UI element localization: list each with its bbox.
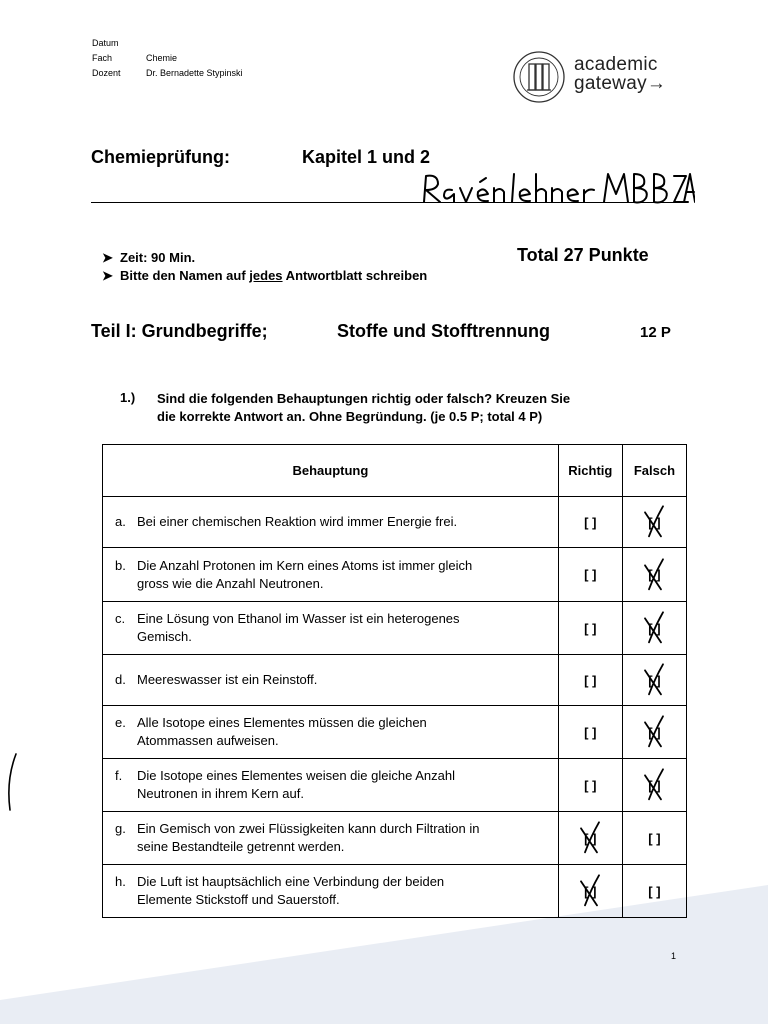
bracket: [ ]: [584, 777, 597, 793]
statement-cell: [103, 812, 559, 865]
table-row: [103, 759, 687, 812]
statement-letter: g.: [115, 821, 126, 836]
statement-cell: [103, 759, 559, 812]
statement-cell: [103, 548, 559, 602]
falsch-checkbox[interactable]: [622, 548, 686, 602]
table-row: [103, 655, 687, 706]
statement-line-1: Die Anzahl Protonen im Kern eines Atoms ist immer gleich: [137, 557, 473, 573]
section-title-left: Teil I: Grundbegriffe;: [91, 321, 268, 341]
bracket: [ ]: [648, 830, 661, 846]
falsch-checkbox[interactable]: [622, 759, 686, 812]
statement-cell: [103, 865, 559, 918]
header-falsch: Falsch: [622, 445, 686, 497]
falsch-checkbox[interactable]: [622, 655, 686, 706]
title-divider: [91, 202, 677, 203]
question-text: Sind die folgenden Behauptungen richtig oder falsch? Kreuzen Sie die korrekte Antwort an. Ohne Begründung. (je 0.5 P; total 4 P): [157, 391, 571, 424]
bracket: [ ]: [648, 724, 661, 740]
bracket: [ ]: [584, 883, 597, 899]
statement-line-1: Eine Lösung von Ethanol im Wasser ist ein heterogenes: [137, 611, 460, 626]
bracket: [ ]: [584, 514, 597, 530]
instruction-time: ➤ Zeit: 90 Min.: [102, 250, 196, 265]
bracket: [ ]: [584, 830, 597, 846]
statement-cell: [103, 497, 559, 548]
bracket: [ ]: [584, 567, 597, 582]
document-meta: [92, 36, 243, 81]
bracket: [ ]: [648, 567, 661, 582]
table-row: [103, 548, 687, 602]
table-row: [103, 812, 687, 865]
total-points: Total 27 Punkte: [517, 245, 649, 265]
statement-letter: a.: [115, 514, 126, 529]
table-row: [103, 865, 687, 918]
statement-letter: h.: [115, 874, 126, 889]
falsch-checkbox[interactable]: [622, 865, 686, 918]
table-header-row: [103, 445, 687, 497]
statements-table: [102, 444, 687, 918]
logo-wordmark: [574, 55, 666, 93]
header-richtig: Richtig: [558, 445, 622, 497]
bracket: [ ]: [584, 672, 597, 688]
statement-line-2: Elemente Stickstoff und Sauerstoff.: [137, 892, 340, 907]
page-number: 1: [671, 951, 677, 961]
table-row: [103, 602, 687, 655]
bracket: [ ]: [584, 620, 597, 636]
richtig-checkbox[interactable]: [558, 812, 622, 865]
margin-parenthesis-mark: [4, 752, 20, 812]
bracket: [ ]: [648, 514, 661, 530]
statement-line-1: Bei einer chemischen Reaktion wird immer Energie frei.: [137, 514, 458, 529]
title-right: Kapitel 1 und 2: [302, 147, 431, 167]
fach-value: Chemie: [146, 53, 178, 63]
richtig-checkbox[interactable]: [558, 497, 622, 548]
statement-line-1: Die Isotope eines Elementes weisen die gleiche Anzahl: [137, 768, 455, 783]
section-points: 12 P: [640, 324, 671, 341]
statement-letter: f.: [115, 768, 123, 783]
statement-cell: [103, 706, 559, 759]
logo-line-2: gateway→: [574, 73, 667, 94]
statement-letter: c.: [115, 611, 126, 626]
falsch-checkbox[interactable]: [622, 812, 686, 865]
richtig-checkbox[interactable]: [558, 865, 622, 918]
dozent-label: Dozent: [92, 68, 121, 78]
table-row: [103, 706, 687, 759]
section-title-right: Stoffe und Stofftrennung: [337, 321, 550, 341]
bracket: [ ]: [648, 620, 661, 636]
statement-line-2: seine Bestandteile getrennt werden.: [137, 839, 345, 854]
arrow-bullet-icon: ➤: [102, 250, 113, 265]
bracket: [ ]: [648, 883, 661, 899]
logo-line-1: academic: [574, 54, 658, 75]
statement-letter: b.: [115, 557, 126, 573]
statement-line-2: Neutronen in ihrem Kern auf.: [137, 786, 304, 801]
richtig-checkbox[interactable]: [558, 602, 622, 655]
instruction-name: ➤ Bitte den Namen auf jedes Antwortblatt schreiben: [102, 268, 428, 283]
falsch-checkbox[interactable]: [622, 497, 686, 548]
statement-letter: d.: [115, 672, 126, 687]
falsch-checkbox[interactable]: [622, 706, 686, 759]
richtig-checkbox[interactable]: [558, 706, 622, 759]
statement-line-2: Atommassen aufweisen.: [137, 733, 279, 748]
statement-line-1: Alle Isotope eines Elementes müssen die gleichen: [137, 715, 427, 730]
dozent-value: Dr. Bernadette Stypinski: [146, 68, 243, 78]
statement-line-2: Gemisch.: [137, 629, 192, 644]
statement-cell: [103, 655, 559, 706]
bracket: [ ]: [648, 777, 661, 793]
richtig-checkbox[interactable]: [558, 655, 622, 706]
bracket: [ ]: [648, 672, 661, 688]
statement-line-1: Meereswasser ist ein Reinstoff.: [137, 672, 318, 687]
statement-line-2: gross wie die Anzahl Neutronen.: [137, 575, 324, 591]
richtig-checkbox[interactable]: [558, 759, 622, 812]
statement-line-1: Die Luft ist hauptsächlich eine Verbindung der beiden: [137, 874, 445, 889]
statement-line-1: Ein Gemisch von zwei Flüssigkeiten kann durch Filtration in: [137, 821, 480, 836]
fach-label: Fach: [92, 53, 113, 63]
instructions-list: [102, 249, 427, 285]
question-number: 1.): [120, 390, 136, 405]
falsch-checkbox[interactable]: [622, 602, 686, 655]
richtig-checkbox[interactable]: [558, 548, 622, 602]
bracket: [ ]: [584, 724, 597, 740]
header-behauptung: Behauptung: [103, 445, 559, 497]
statement-cell: [103, 602, 559, 655]
table-row: [103, 497, 687, 548]
title-left: Chemieprüfung:: [91, 147, 230, 167]
arrow-bullet-icon: ➤: [102, 268, 113, 283]
statement-letter: e.: [115, 715, 126, 730]
datum-label: Datum: [92, 38, 119, 48]
